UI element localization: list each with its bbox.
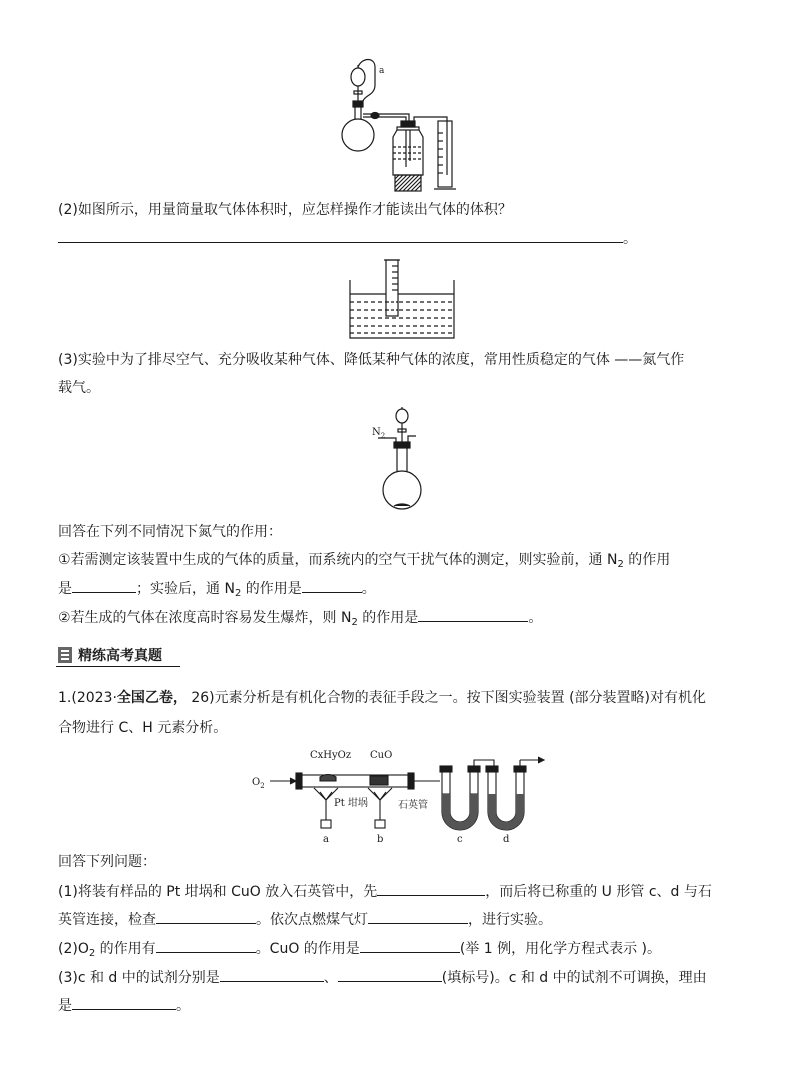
answer-blank[interactable] xyxy=(72,578,136,593)
cylinder-in-beaker-figure xyxy=(346,258,458,342)
question-3-text: (3)实验中为了排尽空气、充分吸收某种气体、降低某种气体的浓度，常用性质稳定的气体 ——氮气作 xyxy=(58,352,685,368)
p1q3-text: (3)c 和 d 中的试剂分别是 xyxy=(58,970,220,986)
gas-volume-apparatus-figure xyxy=(335,55,465,195)
question-2 xyxy=(58,200,512,220)
period: 。 xyxy=(623,231,637,247)
answer-blank[interactable] xyxy=(377,881,485,896)
label-d: d xyxy=(503,834,510,845)
answer-blank[interactable] xyxy=(156,938,256,953)
answer-intro-text: 回答在下列不同情况下氮气的作用： xyxy=(58,524,282,540)
answer-blank[interactable] xyxy=(418,607,528,622)
period: 。 xyxy=(176,998,190,1014)
section-heading xyxy=(56,644,180,667)
p1q3-text: 是 xyxy=(58,998,72,1014)
item-1-text: 的作用是 xyxy=(241,581,302,597)
p1q2-text: (举 1 例，用化学方程式表示 )。 xyxy=(459,941,661,957)
section-heading-text: 精练高考真题 xyxy=(78,648,162,664)
subscript: 2 xyxy=(351,617,358,628)
question-3-line-2 xyxy=(58,378,100,398)
period: 。 xyxy=(361,581,376,597)
pt-crucible-label: Pt 坩埚 xyxy=(334,798,368,809)
label-a: a xyxy=(323,834,329,845)
item-1-line-2 xyxy=(58,578,376,604)
p1-question-3-line-1 xyxy=(58,967,707,988)
p1q1-text: 。依次点燃煤气灯 xyxy=(256,912,368,928)
n2-label: $N_2$ xyxy=(372,427,386,440)
document-icon xyxy=(58,647,72,663)
p1q2-text: (2)O xyxy=(58,941,89,957)
problem-1-intro xyxy=(58,852,156,872)
question-3-text-cont: 载气。 xyxy=(58,380,100,396)
p1-question-1-line-1 xyxy=(58,881,712,902)
p1q3-text: (填标号)。c 和 d 中的试剂不可调换，理由 xyxy=(441,970,707,986)
p1q2-text: 。CuO 的作用是 xyxy=(255,941,360,957)
item-1-text: 是 xyxy=(58,581,72,597)
answer-blank[interactable] xyxy=(302,578,362,593)
item-1-text: ；实验后，通 N xyxy=(136,581,235,597)
answer-blank[interactable] xyxy=(220,967,324,982)
p1q1-text: 英管连接，检查 xyxy=(58,912,156,928)
problem-1-line-2 xyxy=(58,718,227,738)
o2-label: $O_2$ xyxy=(252,777,265,790)
answer-blank[interactable] xyxy=(338,967,442,982)
question-3-line-1 xyxy=(58,350,684,370)
item-1-line-1 xyxy=(58,550,670,575)
p1-question-1-line-2 xyxy=(58,909,552,930)
label-c: c xyxy=(457,834,463,845)
subscript: 2 xyxy=(617,559,624,570)
answer-blank[interactable] xyxy=(360,938,460,953)
answer-blank[interactable] xyxy=(368,909,468,924)
problem-1-text: 26)元素分析是有机化合物的表征手段之一。按下图实验装置 (部分装置略)对有机化 xyxy=(186,690,707,706)
p1q1-text: ，进行实验。 xyxy=(468,912,552,928)
period: 。 xyxy=(528,610,543,626)
subscript: 2 xyxy=(234,588,242,599)
item-2-text: 的作用是 xyxy=(357,610,419,626)
subscript: 2 xyxy=(88,948,96,959)
p1q1-text: ，而后将已称重的 U 形管 c、d 与石 xyxy=(485,884,712,900)
item-1-text-tail: 的作用 xyxy=(623,552,671,568)
answer-blank[interactable] xyxy=(156,909,256,924)
item-1-text: ①若需测定该装置中生成的气体的质量，而系统内的空气干扰气体的测定，则实验前，通 N xyxy=(58,552,618,568)
problem-1-text-cont: 合物进行 C、H 元素分析。 xyxy=(58,720,228,736)
formula-label: CxHyOz xyxy=(310,750,352,761)
quartz-tube-label: 石英管 xyxy=(398,800,428,811)
p1q2-text: 的作用有 xyxy=(95,941,156,957)
label-b: b xyxy=(377,834,384,845)
answer-blank[interactable] xyxy=(72,995,176,1010)
label-a: a xyxy=(379,66,385,76)
element-analysis-apparatus-figure xyxy=(250,742,550,846)
answer-intro xyxy=(58,522,282,542)
item-2-line xyxy=(58,607,542,633)
problem-1-prefix: 1.(2023· xyxy=(58,690,117,706)
problem-1-intro-text: 回答下列问题： xyxy=(58,854,156,870)
p1q3-text: 、 xyxy=(323,970,338,986)
item-2-text: ②若生成的气体在浓度高时容易发生爆炸，则 N xyxy=(58,610,352,626)
cuo-label: CuO xyxy=(370,750,393,761)
p1-question-2 xyxy=(58,938,661,964)
nitrogen-flask-figure xyxy=(368,402,428,518)
p1q1-text: (1)将装有样品的 Pt 坩埚和 CuO 放入石英管中，先 xyxy=(58,884,378,900)
answer-blank[interactable] xyxy=(58,228,623,243)
problem-1-source: 全国乙卷， xyxy=(116,690,187,706)
question-2-text: (2)如图所示，用量筒量取气体体积时，应怎样操作才能读出气体的体积？ xyxy=(58,202,512,218)
problem-1-line-1 xyxy=(58,688,706,708)
question-2-answer-line xyxy=(58,228,637,249)
p1-question-3-line-2 xyxy=(58,995,190,1016)
